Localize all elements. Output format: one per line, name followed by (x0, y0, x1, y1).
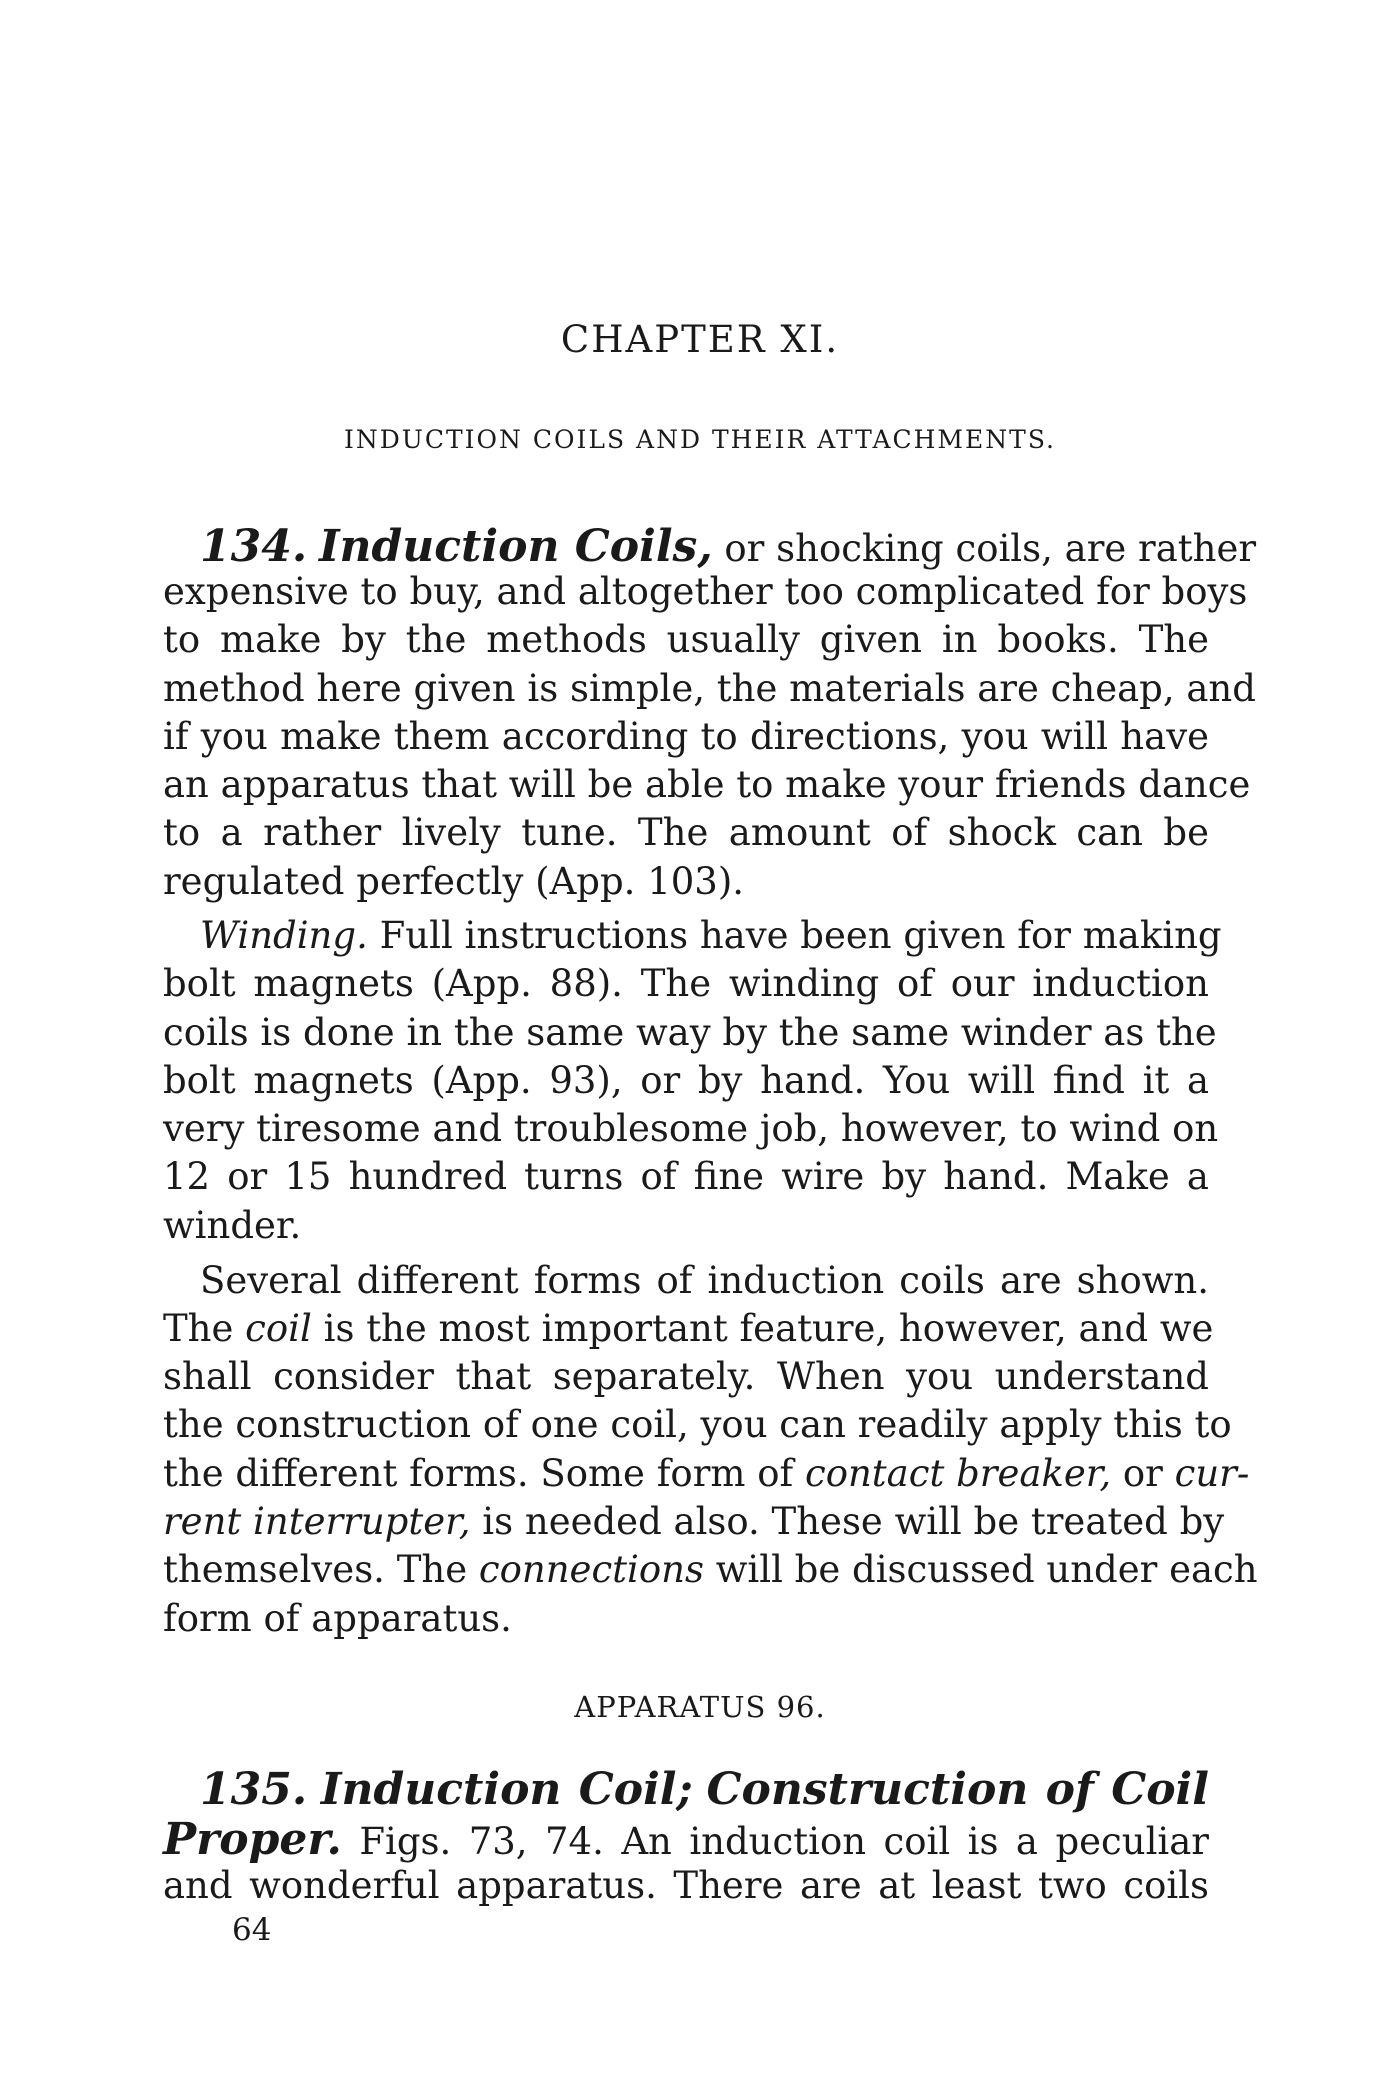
text-line: if you make them according to directions, you will have (163, 715, 1209, 758)
page-number: 64 (232, 1912, 272, 1948)
italic-term: connections (478, 1548, 704, 1591)
winding-label: Winding. (200, 914, 368, 957)
text-line: expensive to buy, and altogether too complicated for boys (163, 570, 1248, 613)
forms-line-7 (163, 1548, 1258, 1591)
text-span: will be discussed under each (715, 1548, 1258, 1591)
section-135-heading: Induction Coil; (320, 1764, 693, 1815)
section-135-number: 135. (200, 1764, 308, 1815)
text-line: 12 or 15 hundred turns of fine wire by hand. Make a (163, 1155, 1209, 1198)
text-line: shall consider that separately. When you understand (163, 1355, 1209, 1398)
text-line: and wonderful apparatus. There are at least two coils (163, 1864, 1209, 1907)
section-134-heading: Induction Coils, (318, 521, 713, 572)
text-span: Figs. 73, 74. An induction coil is a peculiar (359, 1820, 1209, 1863)
text-line: an apparatus that will be able to make your friends dance (163, 763, 1251, 806)
text-span: is the most important feature, however, and we (323, 1307, 1214, 1350)
italic-term: cur- (1174, 1452, 1250, 1495)
text-span: or shocking coils, are rather (724, 527, 1257, 570)
text-span: The (163, 1307, 234, 1350)
text-span: is needed also. These will be treated by (482, 1500, 1225, 1543)
forms-line-6 (163, 1500, 1225, 1543)
apparatus-label: APPARATUS 96. (574, 1690, 826, 1724)
section-135-heading: Proper. (163, 1814, 342, 1865)
text-line: form of apparatus. (163, 1597, 512, 1640)
forms-line-2 (163, 1307, 1214, 1350)
text-span: themselves. The (163, 1548, 468, 1591)
text-line: the construction of one coil, you can readily apply this to (163, 1403, 1232, 1446)
text-line: to make by the methods usually given in books. The (163, 618, 1209, 661)
text-span: or (1122, 1452, 1163, 1495)
text-line: Several different forms of induction coils are shown. (200, 1259, 1209, 1302)
text-span: the different forms. Some form of (163, 1452, 794, 1495)
text-span: Full instructions have been given for making (379, 914, 1222, 957)
italic-term: contact breaker, (804, 1452, 1112, 1495)
section-135-line-2 (163, 1814, 1209, 1865)
section-135-heading-line (200, 1764, 1209, 1815)
section-134-line-1 (200, 521, 1257, 572)
text-line: method here given is simple, the materials are cheap, and (163, 667, 1256, 710)
winding-line-1 (200, 914, 1222, 957)
text-line: bolt magnets (App. 93), or by hand. You will find it a (163, 1059, 1209, 1102)
chapter-subtitle: INDUCTION COILS AND THEIR ATTACHMENTS. (343, 425, 1057, 454)
text-line: coils is done in the same way by the same winder as the (163, 1011, 1217, 1054)
italic-term: rent interrupter, (163, 1500, 471, 1543)
forms-line-5 (163, 1452, 1250, 1495)
chapter-title: CHAPTER XI. (560, 318, 840, 361)
text-line: very tiresome and troublesome job, however, to wind on (163, 1107, 1219, 1150)
section-134-number: 134. (200, 521, 308, 572)
italic-term: coil (245, 1307, 312, 1350)
text-line: bolt magnets (App. 88). The winding of our induction (163, 962, 1209, 1005)
section-135-heading: Construction of Coil (706, 1764, 1209, 1815)
text-line: winder. (163, 1204, 302, 1247)
text-line: to a rather lively tune. The amount of shock can be (163, 811, 1209, 854)
text-line: regulated perfectly (App. 103). (163, 860, 745, 903)
